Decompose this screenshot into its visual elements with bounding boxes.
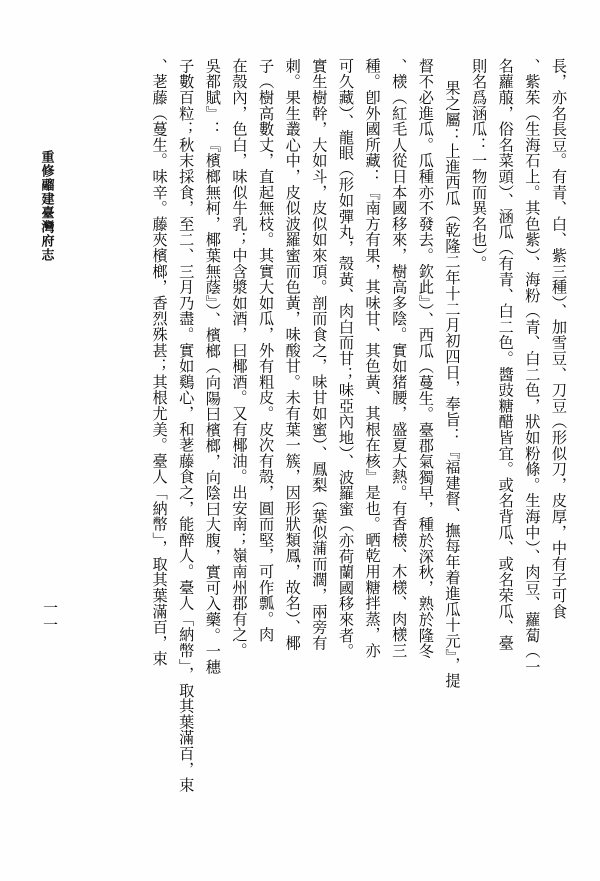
text-column: 種。卽外國所藏：『南方有果，其味甘、其色黃、其根在核』是也。晒乾用糖拌蒸，亦 (363, 58, 382, 659)
text-column: 名蘿菔，俗名菜頭）、涵瓜（有青、白二色。醬豉糖醋皆宜。或名背瓜、或名荣瓜、臺 (496, 58, 515, 651)
page-number: 一一 (41, 600, 59, 634)
vertical-text-body (60, 58, 572, 818)
text-column: 子數百粒；秋末採食，至二、三月乃盡。實如鷄心，和荖藤食之，能醉人。臺人「納幣」，取其葉滿百，束 (177, 58, 196, 793)
text-column: 、荖藤（蔓生。味辛。藤夾檳榔，香烈殊甚；其根尤美。臺人「納幣」，取其葉滿百，束 (150, 58, 169, 667)
text-column: 可久藏）、龍眼（形如彈丸，殼黃、肉白而甘；味亞內地）、波羅蜜（亦荷蘭國移來者。 (337, 58, 355, 659)
text-column: 吳都賦』：『檳榔無柯，椰葉無蔭』）、檳榔（向陽曰檳榔，向陰曰大腹，實可入藥。一穗 (203, 58, 222, 675)
text-column: 在殼內，色白，味似牛乳；中含漿如酒，曰椰酒。又有椰油。出安南；嶺南州郡有之。 (230, 58, 249, 659)
text-column: 實生樹幹，大如斗，皮似如來頂。剖而食之，味甘如蜜）、鳳梨（葉似蒲而濶，兩旁有 (310, 58, 329, 651)
running-head: 重修鬸建臺灣府志 (38, 150, 54, 262)
text-column: 子（樹高數丈，直起無枝。其實大如瓜，外有粗皮。皮次有殼，圓而堅，可作瓢。肉 (257, 58, 276, 643)
text-column: 、紫茱（生海石上。其色紫）、海粉（青、白二色，狀如粉條。生海中）、肉豆、蘿蔔（一 (523, 58, 542, 675)
text-column: 則名爲涵瓜：一物而異名也）。 (470, 58, 489, 272)
text-column: 長，亦名長豆。有青、白、紫三種）、加雪豆、刀豆（形似刀，皮厚，中有子可食 (550, 58, 568, 620)
text-column: 、檨（紅毛人從日本國移來，樹高多陰。實如猪腰，盛夏大熱。有香檨、木檨、肉檨三 (390, 58, 409, 659)
text-column: 刺。果生叢心中，皮似波羅蜜而色黃，味酸甘。未有葉一簇，因形狀類鳳，故名）、椰 (283, 58, 302, 651)
text-column: 果之屬：上進西瓜（乾隆二年十二月初四日，奉旨：『福建督、撫每年着進瓜十元』，提 (443, 80, 462, 689)
text-column: 督不必進瓜。瓜種亦不發去。欽此』）、西瓜（蔓生。臺郡氣獨早，種於深秋，熟於隆冬 (416, 58, 435, 659)
